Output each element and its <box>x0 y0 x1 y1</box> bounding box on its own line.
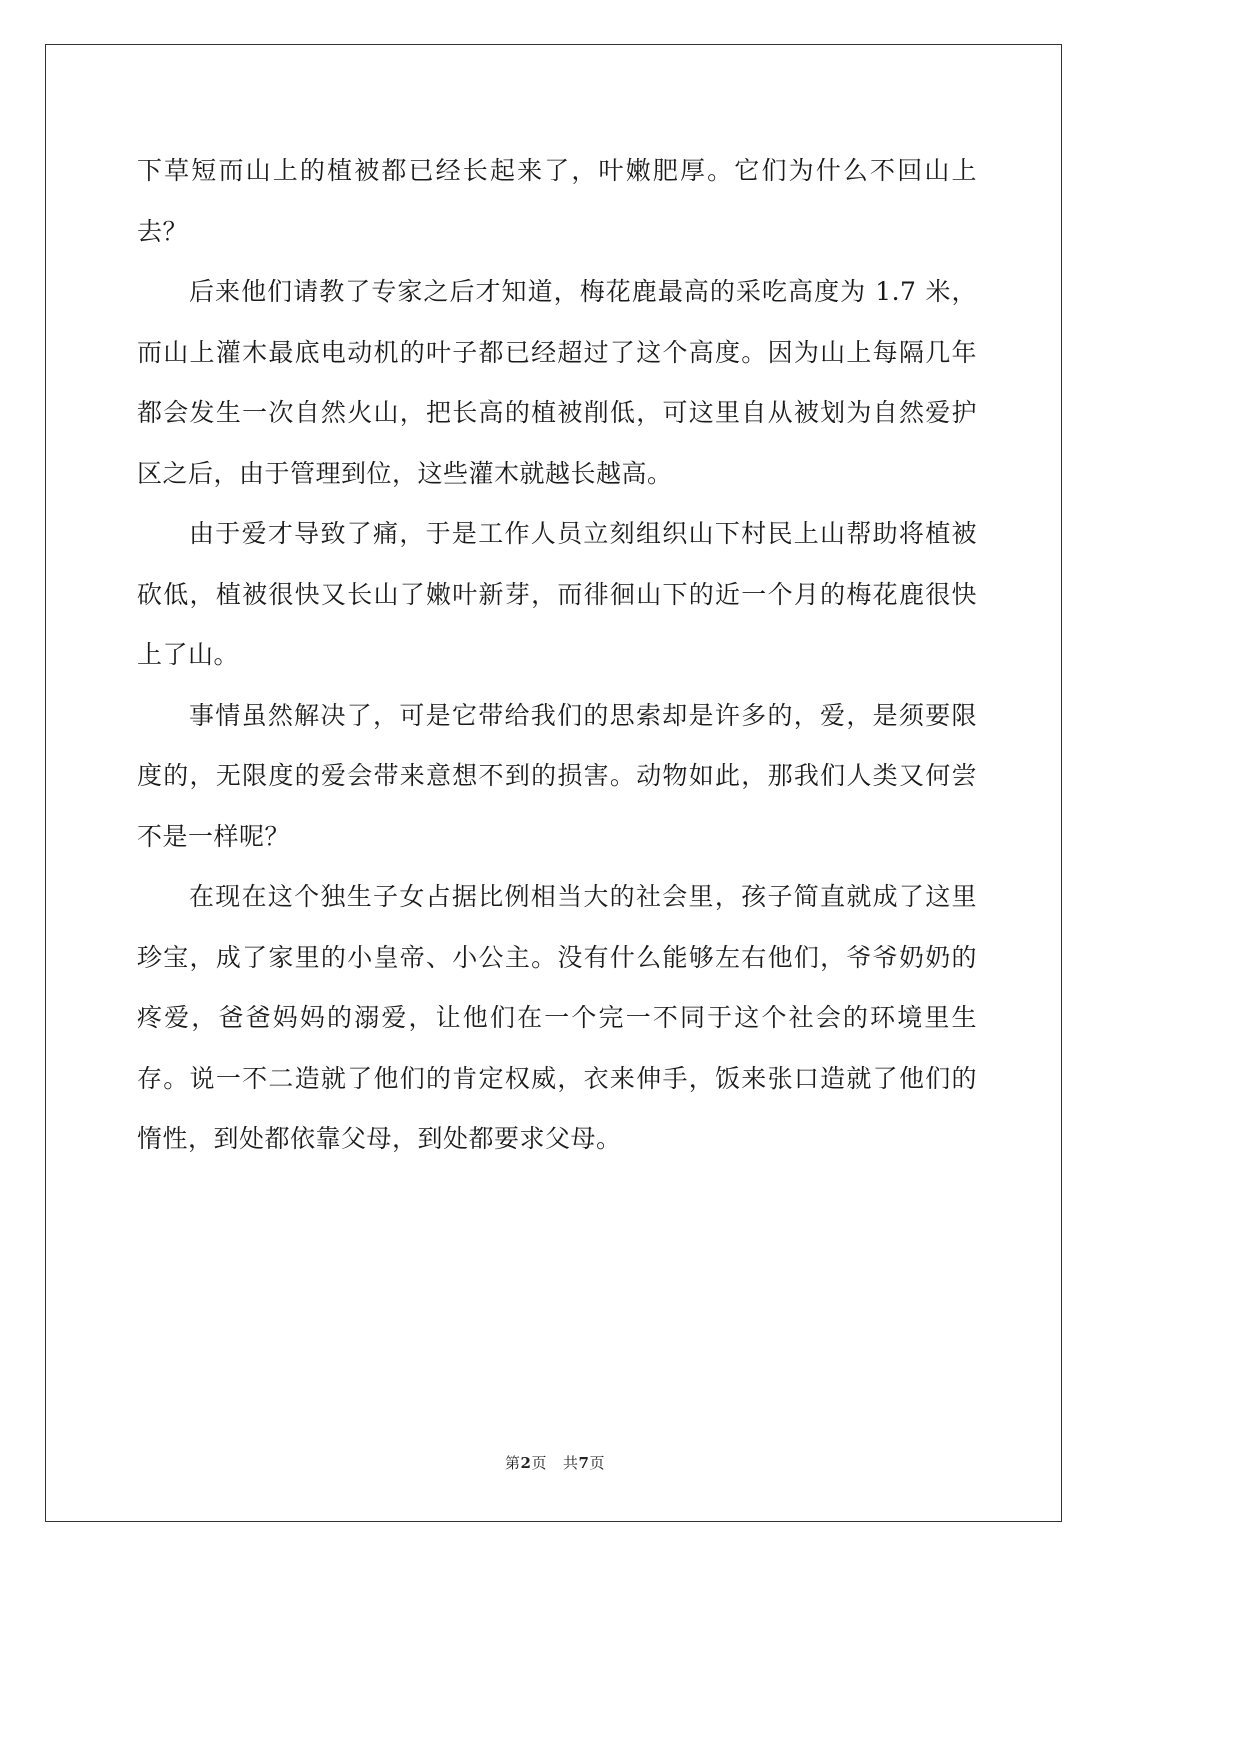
footer-total-prefix: 共 <box>563 1454 579 1472</box>
page-footer <box>0 1452 1110 1473</box>
paragraph-2: 后来他们请教了专家之后才知道，梅花鹿最高的采吃高度为 1.7 米，而山上灌木最底电动机的叶子都已经超过了这个高度。因为山上每隔几年都会发生一次自然火山，把长高的植被削低，可这里自从被划为自然爱护区之后，由于管理到位，这些灌木就越长越高。 <box>137 277 977 488</box>
paragraph-1: 下草短而山上的植被都已经长起来了，叶嫩肥厚。它们为什么不回山上去？ <box>137 156 977 246</box>
footer-total-suffix: 页 <box>589 1454 605 1472</box>
footer-current-page: 2 <box>520 1454 532 1472</box>
footer-prefix: 第 <box>505 1454 521 1472</box>
footer-total-pages: 7 <box>578 1454 590 1472</box>
footer-page-suffix: 页 <box>531 1454 547 1472</box>
paragraph-5: 在现在这个独生子女占据比例相当大的社会里，孩子简直就成了这里珍宝，成了家里的小皇帝、小公主。没有什么能够左右他们，爷爷奶奶的疼爱，爸爸妈妈的溺爱，让他们在一个完一不同于这个社会的环境里生存。说一不二造就了他们的肯定权威，衣来伸手，饭来张口造就了他们的惰性，到处都依靠父母，到处都要求父母。 <box>137 882 977 1153</box>
paragraph-3: 由于爱才导致了痛，于是工作人员立刻组织山下村民上山帮助将植被砍低，植被很快又长山了嫩叶新芽，而徘徊山下的近一个月的梅花鹿很快上了山。 <box>137 519 977 669</box>
document-body <box>137 141 977 1170</box>
paragraph-4: 事情虽然解决了，可是它带给我们的思索却是许多的，爱，是须要限度的，无限度的爱会带来意想不到的损害。动物如此，那我们人类又何尝不是一样呢？ <box>137 700 977 851</box>
